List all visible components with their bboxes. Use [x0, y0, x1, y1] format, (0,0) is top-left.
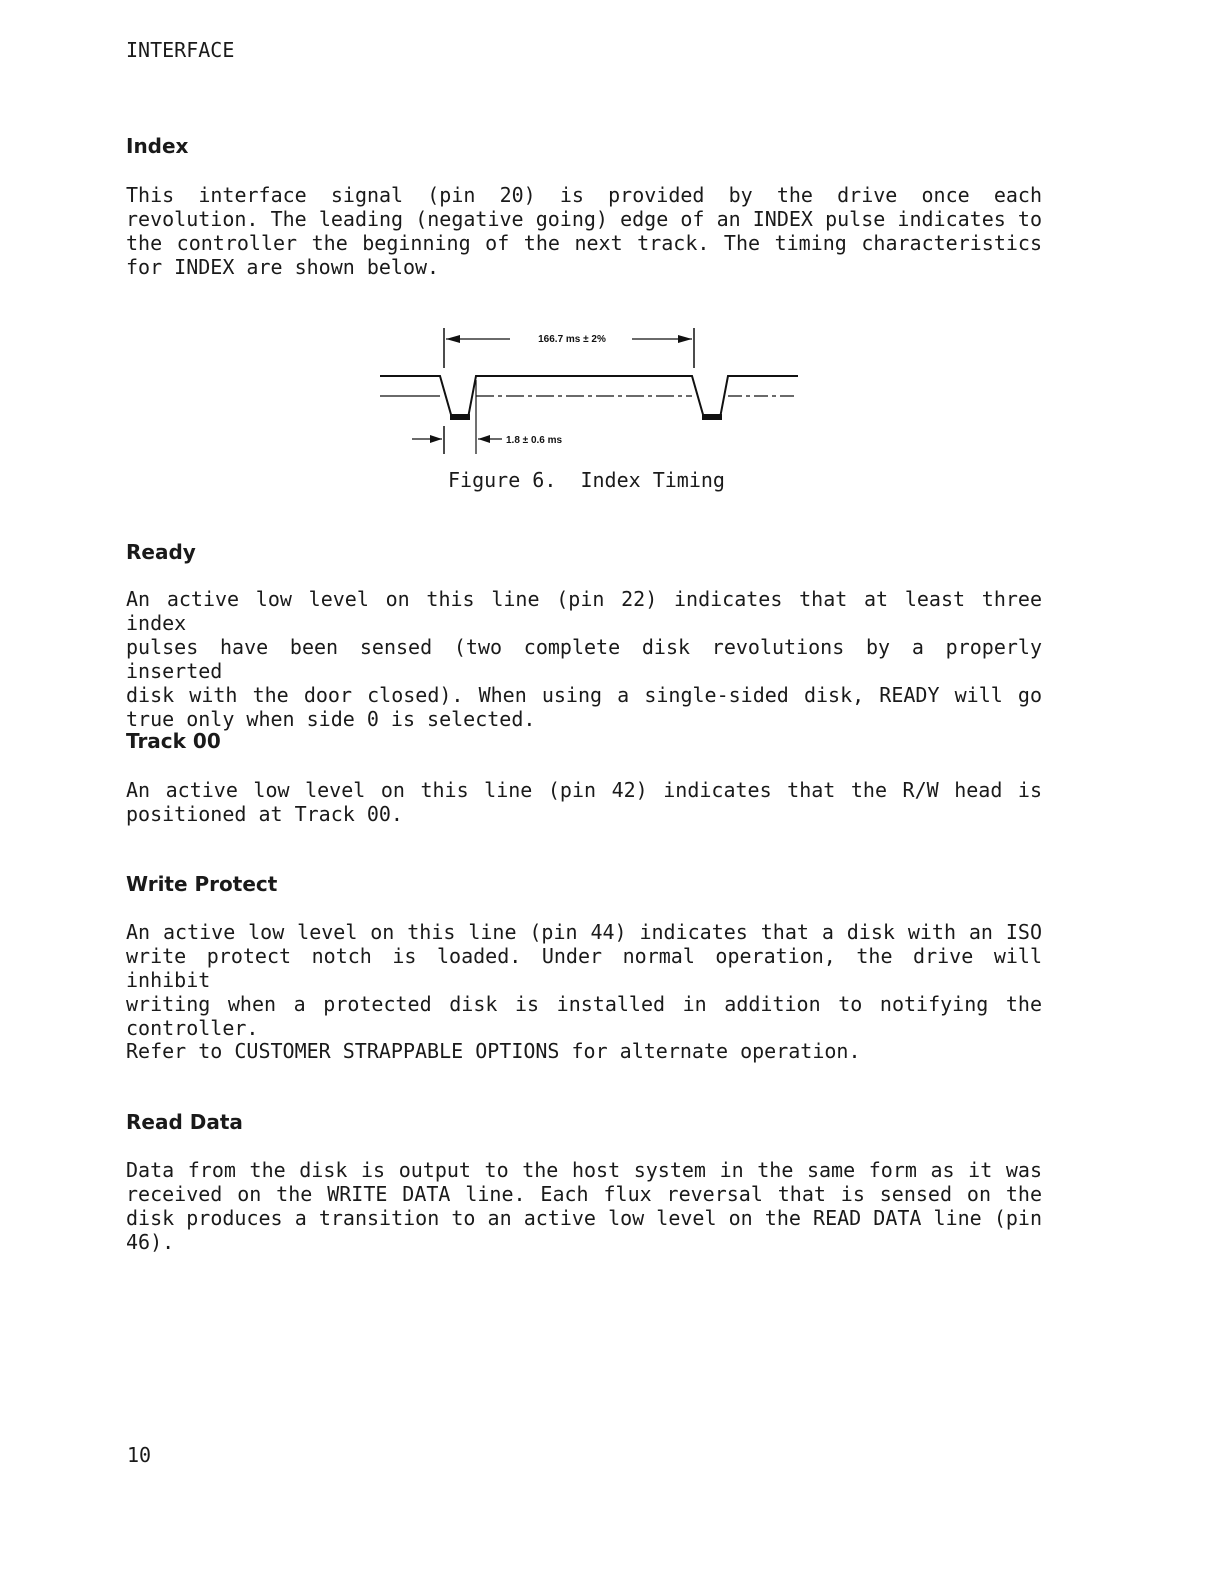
running-head: INTERFACE	[126, 38, 235, 62]
page-number: 10	[127, 1443, 152, 1467]
section-heading-write-protect: Write Protect	[126, 872, 278, 896]
text-line: This interface signal (pin 20) is provided by the drive once each	[126, 183, 1042, 207]
text-line: writing when a protected disk is installed in addition to notifying the	[126, 992, 1042, 1016]
section-heading-read-data: Read Data	[126, 1110, 243, 1134]
text-line: Refer to CUSTOMER STRAPPABLE OPTIONS for alternate operation.	[126, 1039, 861, 1063]
text-line: disk with the door closed). When using a single-sided disk, READY will go	[126, 683, 1042, 707]
figure-caption: Figure 6. Index Timing	[448, 468, 725, 492]
section-heading-index: Index	[126, 134, 189, 158]
text-line: write protect notch is loaded. Under normal operation, the drive will inhibit	[126, 944, 1042, 992]
paragraph-index	[126, 183, 1042, 279]
text-line: for INDEX are shown below.	[126, 255, 440, 279]
paragraph-write-protect-note	[126, 1039, 1042, 1063]
text-line: controller.	[126, 1016, 259, 1040]
text-line: revolution. The leading (negative going) edge of an INDEX pulse indicates to	[126, 207, 1042, 231]
paragraph-ready	[126, 587, 1042, 731]
text-line: true only when side 0 is selected.	[126, 707, 536, 731]
text-line: An active low level on this line (pin 44) indicates that a disk with an ISO	[126, 920, 1042, 944]
period-arrow-right-head	[678, 335, 692, 343]
index-timing-diagram	[370, 318, 810, 463]
text-line: disk produces a transition to an active low level on the READ DATA line (pin	[126, 1206, 1042, 1230]
paragraph-write-protect	[126, 920, 1042, 1040]
text-line: pulses have been sensed (two complete disk revolutions by a properly inserted	[126, 635, 1042, 683]
text-line: Data from the disk is output to the host system in the same form as it was	[126, 1158, 1042, 1182]
pulse-width-label: 1.8 ± 0.6 ms	[506, 435, 563, 446]
section-heading-ready: Ready	[126, 540, 196, 564]
text-line: received on the WRITE DATA line. Each flux reversal that is sensed on the	[126, 1182, 1042, 1206]
paragraph-track-00	[126, 778, 1042, 826]
text-line: An active low level on this line (pin 22) indicates that at least three index	[126, 587, 1042, 635]
pulse-arrow-right-head	[478, 435, 490, 443]
text-line: the controller the beginning of the next track. The timing characteristics	[126, 231, 1042, 255]
pulse-low-marker	[702, 414, 722, 420]
section-heading-track-00: Track 00	[126, 729, 221, 753]
paragraph-read-data	[126, 1158, 1042, 1254]
text-line: An active low level on this line (pin 42) indicates that the R/W head is	[126, 778, 1042, 802]
index-signal-waveform	[380, 376, 798, 418]
pulse-low-marker	[450, 414, 470, 420]
pulse-arrow-left-head	[430, 435, 442, 443]
text-line: 46).	[126, 1230, 175, 1254]
period-arrow-left-head	[446, 335, 460, 343]
period-label: 166.7 ms ± 2%	[538, 334, 606, 345]
text-line: positioned at Track 00.	[126, 802, 403, 826]
